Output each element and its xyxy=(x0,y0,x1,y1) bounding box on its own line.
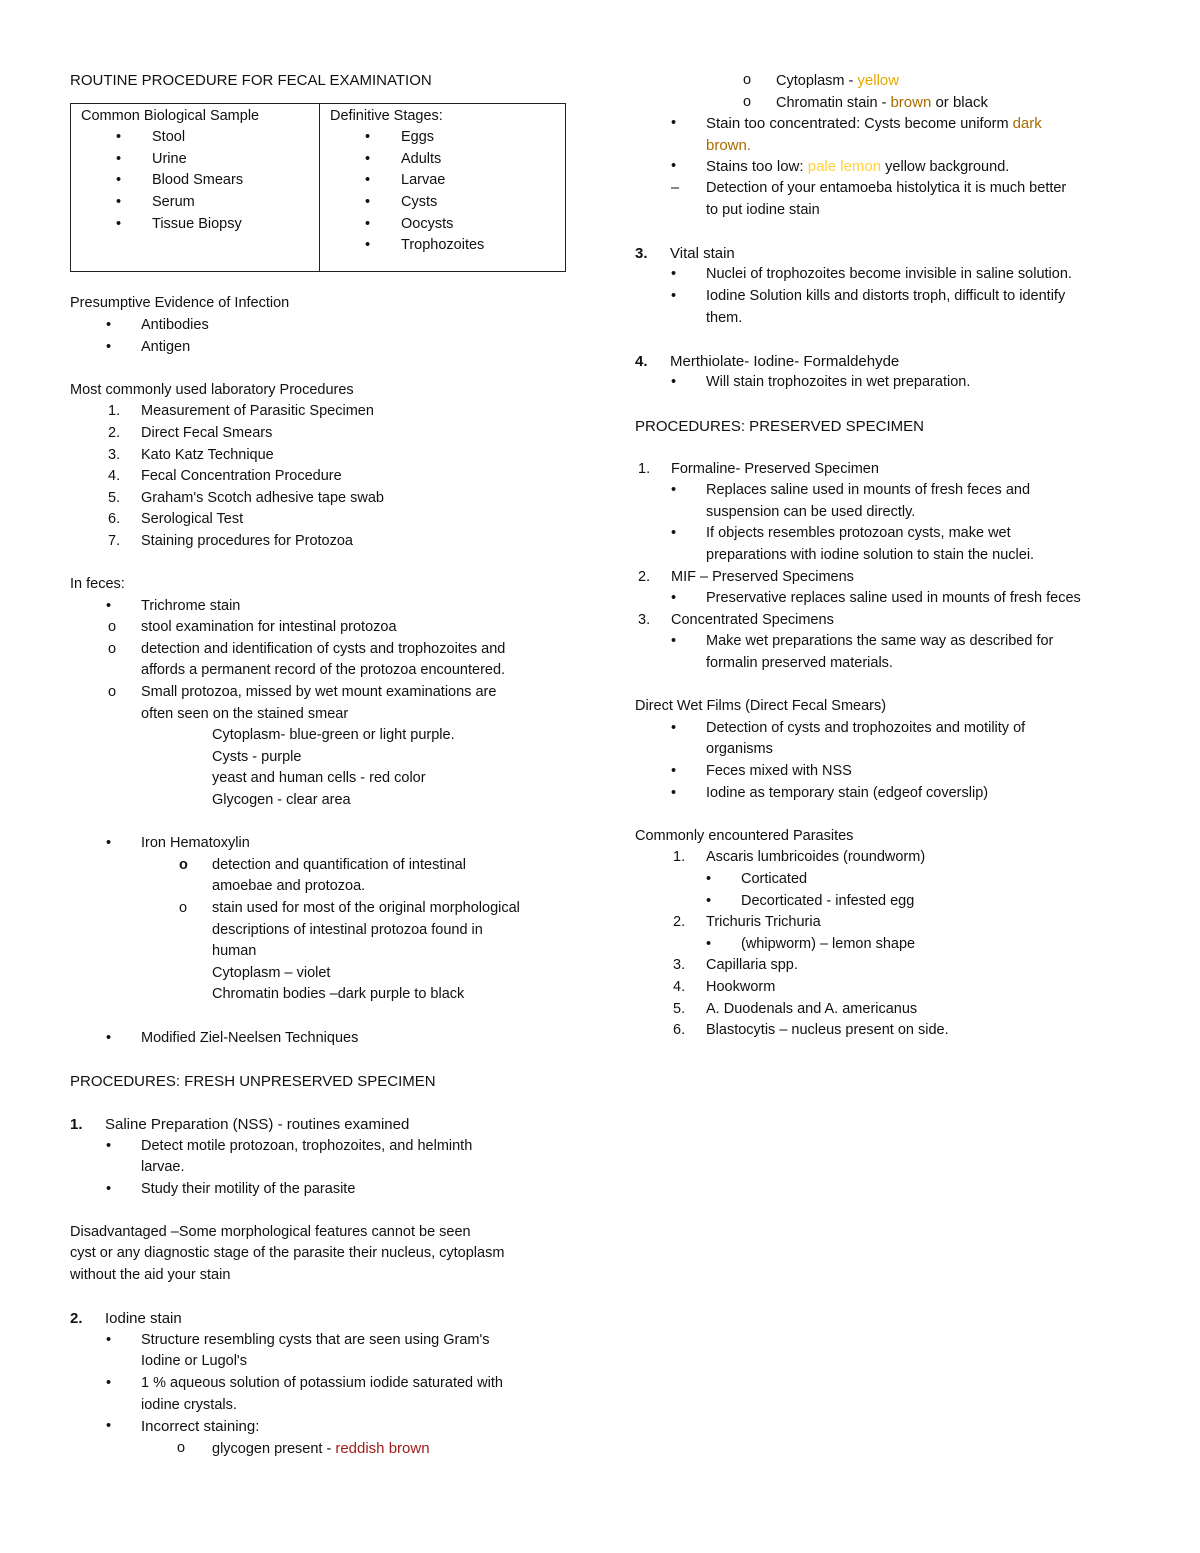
list-item: preparations with iodine solution to stain the nuclei. xyxy=(706,547,1035,564)
list-item: Iodine or Lugol's xyxy=(141,1353,247,1370)
lab-procedures-heading: Most commonly used laboratory Procedures xyxy=(70,381,354,398)
left-column xyxy=(70,70,570,1459)
list-item: • Serum xyxy=(116,193,195,210)
list-item: • Stains too low: pale lemon yellow background. xyxy=(671,158,1010,176)
list-item: human xyxy=(212,943,257,960)
list-item: • Adults xyxy=(365,150,442,167)
fresh-heading: PROCEDURES: FRESH UNPRESERVED SPECIMEN xyxy=(70,1072,436,1090)
saline-heading: 1. Saline Preparation (NSS) - routines examined xyxy=(70,1115,410,1133)
list-item: o stool examination for intestinal protozoa xyxy=(108,619,397,636)
list-item: • Modified Ziel-Neelsen Techniques xyxy=(106,1029,359,1046)
list-item: o detection and quantification of intestinal xyxy=(179,856,466,873)
list-item: 6. Serological Test xyxy=(108,511,244,528)
in-feces-heading: In feces: xyxy=(70,576,125,593)
list-item: yeast and human cells - red color xyxy=(212,770,426,787)
list-item: 2. MIF – Preserved Specimens xyxy=(638,568,854,585)
list-item: 1. Measurement of Parasitic Specimen xyxy=(108,403,374,420)
list-item: 4. Hookworm xyxy=(673,978,776,995)
list-item: larvae. xyxy=(141,1159,185,1176)
list-item: – Detection of your entamoeba histolytica it is much better xyxy=(671,179,1067,196)
list-item: • Blood Smears xyxy=(116,172,244,189)
cytoplasm-color: yellow xyxy=(857,72,900,89)
presumptive-heading: Presumptive Evidence of Infection xyxy=(70,295,290,312)
list-item: Cysts - purple xyxy=(212,748,302,765)
list-item: 3. Kato Katz Technique xyxy=(108,446,274,463)
list-item: • Iodine Solution kills and distorts troph, difficult to identify xyxy=(671,287,1066,304)
list-item: 7. Staining procedures for Protozoa xyxy=(108,532,353,549)
list-item: • Cysts xyxy=(365,193,438,210)
list-item: • Trichrome stain xyxy=(106,597,241,614)
list-item: • Stain too concentrated: Cysts become uniform dark xyxy=(671,115,1042,133)
list-item: • Corticated xyxy=(706,870,808,887)
pale-lemon-color: pale lemon xyxy=(803,158,882,176)
list-item: often seen on the stained smear xyxy=(141,705,349,722)
list-item: • Detection of cysts and trophozoites and motility of xyxy=(671,719,1026,736)
list-item: • Preservative replaces saline used in mounts of fresh feces xyxy=(671,590,1081,607)
list-item: • Study their motility of the parasite xyxy=(106,1180,356,1197)
list-item: 1. Formaline- Preserved Specimen xyxy=(638,460,879,477)
list-item: • Make wet preparations the same way as described for xyxy=(671,633,1054,650)
list-item: • Feces mixed with NSS xyxy=(671,763,852,779)
list-item: • Tissue Biopsy xyxy=(116,215,242,232)
right-column xyxy=(635,70,1135,1042)
list-item: • Trophozoites xyxy=(365,237,485,254)
list-item: • (whipworm) – lemon shape xyxy=(706,935,916,952)
list-item: o glycogen present - reddish brown xyxy=(177,1439,430,1457)
list-item: them. xyxy=(706,309,743,326)
list-item: • Eggs xyxy=(365,129,435,146)
list-item: 5. Graham's Scotch adhesive tape swab xyxy=(108,489,384,506)
disadvantage-text: cyst or any diagnostic stage of the parasite their nucleus, cytoplasm xyxy=(70,1245,505,1262)
list-item: descriptions of intestinal protozoa found in xyxy=(212,921,483,938)
samples-table xyxy=(70,103,566,272)
list-item: • Replaces saline used in mounts of fresh feces and xyxy=(671,482,1031,499)
list-item: • Will stain trophozoites in wet preparation. xyxy=(671,374,971,391)
list-item: formalin preserved materials. xyxy=(706,655,893,672)
list-item: 4. Fecal Concentration Procedure xyxy=(108,468,342,485)
list-item: • Stool xyxy=(116,129,186,146)
list-item: • Iodine as temporary stain (edgeof coverslip) xyxy=(671,784,989,801)
list-item: amoebae and protozoa. xyxy=(212,878,366,895)
list-item: 3. Concentrated Specimens xyxy=(638,611,834,628)
preserved-heading: PROCEDURES: PRESERVED SPECIMEN xyxy=(635,417,924,435)
list-item: iodine crystals. xyxy=(141,1396,237,1413)
list-item: • Oocysts xyxy=(365,215,454,232)
page-title: ROUTINE PROCEDURE FOR FECAL EXAMINATION xyxy=(70,72,432,89)
mif-heading: 4. Merthiolate- Iodine- Formaldehyde xyxy=(635,352,900,370)
list-item: 5. A. Duodenals and A. americanus xyxy=(673,1000,918,1017)
list-item: • Incorrect staining: xyxy=(106,1418,260,1436)
samples-column xyxy=(71,103,320,271)
disadvantage-text: without the aid your stain xyxy=(70,1267,231,1284)
list-item: suspension can be used directly. xyxy=(706,503,916,520)
samples-header: Common Biological Sample xyxy=(81,107,260,124)
list-item: brown. xyxy=(706,136,752,154)
list-item: • If objects resembles protozoan cysts, make wet xyxy=(671,525,1011,542)
list-item: affords a permanent record of the protozoa encountered. xyxy=(141,662,506,679)
list-item: • Antigen xyxy=(106,338,191,355)
list-item: • 1 % aqueous solution of potassium iodide saturated with xyxy=(106,1375,503,1392)
list-item: 2. Direct Fecal Smears xyxy=(108,424,273,441)
list-item: o Cytoplasm - yellow xyxy=(743,72,900,89)
list-item: 6. Blastocytis – nucleus present on side. xyxy=(673,1022,949,1039)
list-item: Cytoplasm- blue-green or light purple. xyxy=(212,727,455,744)
list-item: Glycogen - clear area xyxy=(212,792,351,808)
list-item: o Chromatin stain - brown or black xyxy=(743,93,988,111)
stages-column xyxy=(320,103,566,271)
list-item: o Small protozoa, missed by wet mount examinations are xyxy=(108,684,497,701)
list-item: • Iron Hematoxylin xyxy=(106,835,250,852)
list-item: o detection and identification of cysts and trophozoites and xyxy=(108,640,506,657)
direct-wet-heading: Direct Wet Films (Direct Fecal Smears) xyxy=(635,698,887,715)
stages-header: Definitive Stages: xyxy=(330,107,443,124)
list-item: Chromatin bodies –dark purple to black xyxy=(212,986,465,1003)
list-item: organisms xyxy=(706,741,773,758)
list-item: • Detect motile protozoan, trophozoites, and helminth xyxy=(106,1137,473,1154)
glycogen-color: reddish brown xyxy=(335,1439,430,1457)
list-item: • Nuclei of trophozoites become invisible in saline solution. xyxy=(671,266,1072,283)
list-item: 1. Ascaris lumbricoides (roundworm) xyxy=(673,849,926,866)
list-item: Cytoplasm – violet xyxy=(212,964,331,981)
list-item: o stain used for most of the original morphological xyxy=(179,899,520,916)
iodine-heading: 2. Iodine stain xyxy=(70,1310,182,1328)
list-item: • Urine xyxy=(116,150,187,167)
chromatin-color: brown xyxy=(890,93,932,111)
vital-heading: 3. Vital stain xyxy=(635,244,735,262)
disadvantage-text: Disadvantaged –Some morphological features cannot be seen xyxy=(70,1223,471,1240)
list-item: • Antibodies xyxy=(106,316,209,333)
list-item: 3. Capillaria spp. xyxy=(673,957,798,974)
list-item: to put iodine stain xyxy=(706,201,820,218)
list-item: 2. Trichuris Trichuria xyxy=(673,914,821,931)
list-item: • Structure resembling cysts that are seen using Gram's xyxy=(106,1331,490,1348)
list-item: • Larvae xyxy=(365,172,446,189)
list-item: • Decorticated - infested egg xyxy=(706,892,915,909)
parasites-heading: Commonly encountered Parasites xyxy=(635,827,854,844)
